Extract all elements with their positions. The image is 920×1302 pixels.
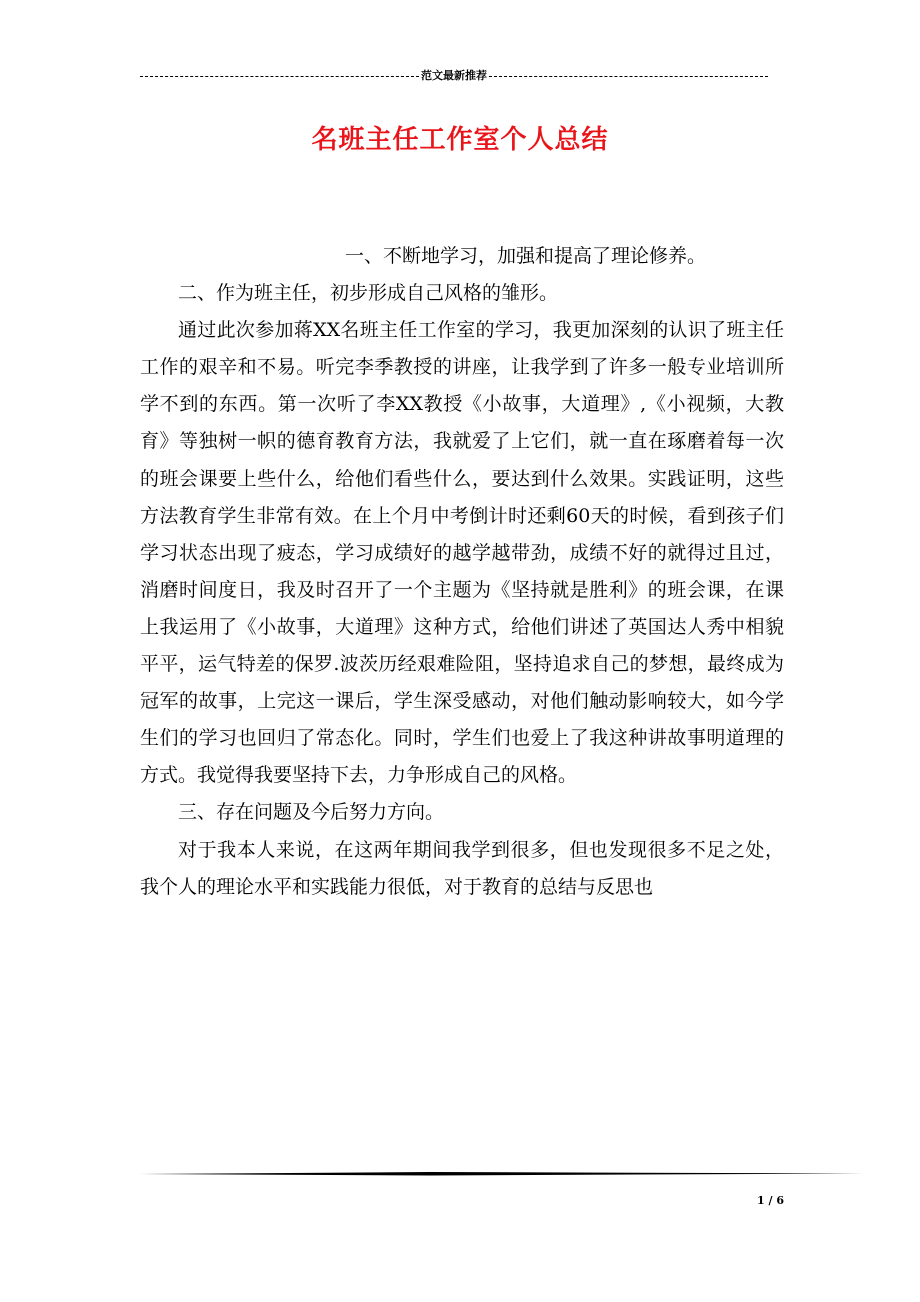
header-dash-right: [489, 76, 768, 77]
document-body: [140, 238, 784, 906]
section-heading-3: 三、存在问题及今后努力方向。: [178, 801, 445, 824]
body-paragraph-1: 通过此次参加蒋XX名班主任工作室的学习，我更加深刻的认识了班主任工作的艰辛和不易。听完李季教授的讲座，让我学到了许多一般专业培训所学不到的东西。第一次听了李XX教授《小故事，大道理》,《小视频，大教育》等独树一帜的德育教育方法，我就爱了上它们，就一直在琢磨着每一次的班会课要上些什么，给他们看些什么，要达到什么效果。实践证明，这些方法教育学生非常有效。在上个月中考倒计时还剩60天的时候，看到孩子们学习状态出现了疲态，学习成绩好的越学越带劲，成绩不好的就得过且过，消磨时间度日，我及时召开了一个主题为《坚持就是胜利》的班会课，在课上我运用了《小故事，大道理》这种方式，给他们讲述了英国达人秀中相貌平平，运气特差的保罗.波茨历经艰难险阻，坚持追求自己的梦想，最终成为冠军的故事，上完这一课后，学生深受感动，对他们触动影响较大，如今学生们的学习也回归了常态化。同时，学生们也爱上了我这种讲故事明道理的方式。我觉得我要坚持下去，力争形成自己的风格。: [140, 319, 784, 787]
header-dash-left: [140, 76, 419, 77]
document-title: 名班主任工作室个人总结: [311, 125, 609, 155]
body-paragraph-2: 对于我本人来说，在这两年期间我学到很多，但也发现很多不足之处，我个人的理论水平和实践能力很低，对于教育的总结与反思也: [140, 838, 784, 898]
header-banner: [140, 68, 768, 84]
page-number: 1 / 6: [757, 1194, 784, 1207]
header-banner-text: 范文最新推荐: [421, 69, 487, 82]
section-heading-1: 一、不断地学习，加强和提高了理论修养。: [345, 245, 707, 267]
section-heading-2: 二、作为班主任，初步形成自己风格的雏形。: [178, 282, 559, 305]
footer-rule: [140, 1171, 864, 1176]
